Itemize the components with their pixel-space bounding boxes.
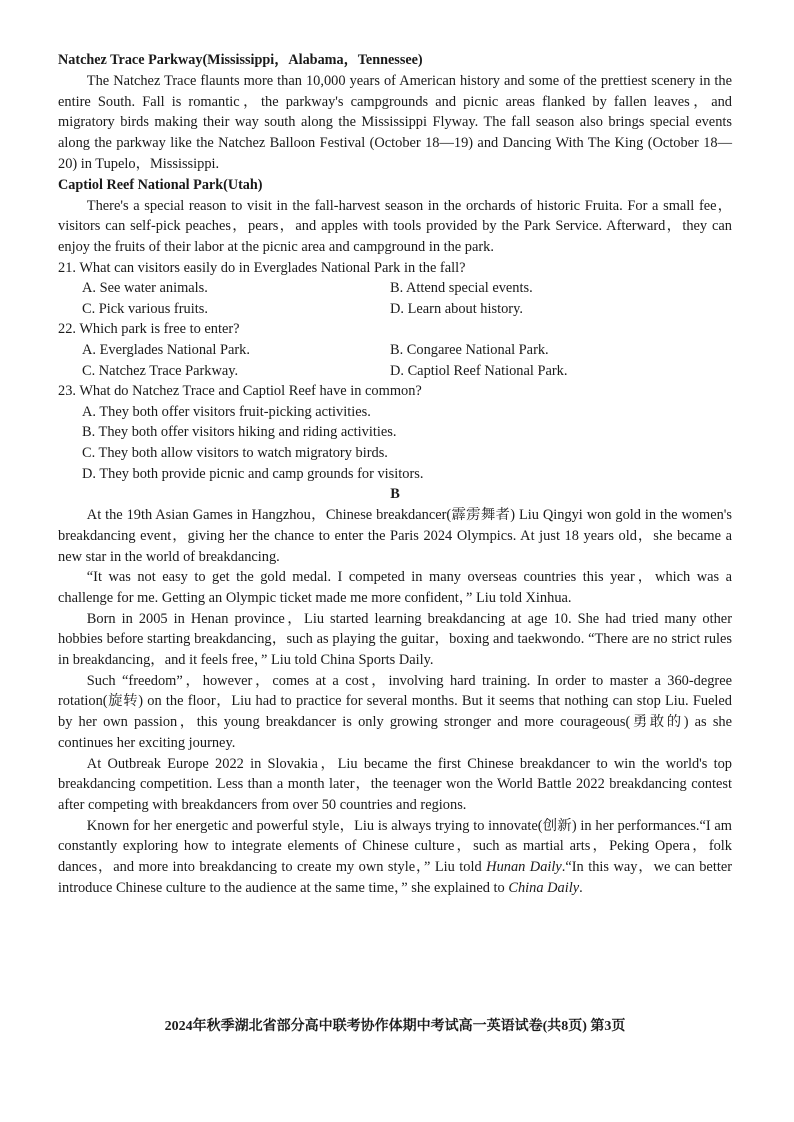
- question-21-stem: 21. What can visitors easily do in Everglades National Park in the fall?: [58, 259, 466, 276]
- capitol-reef-heading: Captiol Reef National Park(Utah): [58, 176, 263, 193]
- paragraph-6-part-2: .“In this way，we can better introduce Chinese culture to the audience at the same time，” she explained to: [58, 859, 732, 896]
- passage-b-paragraph-1: At the 19th Asian Games in Hangzhou，Chinese breakdancer(霹雳舞者) Liu Qingyi won gold in the women's breakdancing event，giving her the chance to enter the Paris 2024 Olympics. At just 18 years old，she became a new star in the world of breakdancing.: [58, 507, 732, 565]
- question-21-option-d: D. Learn about history.: [390, 300, 523, 317]
- section-b-label: B: [390, 486, 400, 503]
- natchez-heading: Natchez Trace Parkway(Mississippi，Alabama，Tennessee): [58, 52, 423, 68]
- question-22-option-c: C. Natchez Trace Parkway.: [82, 362, 239, 379]
- question-23: [58, 381, 732, 484]
- passage-b-paragraph-6: [58, 816, 732, 899]
- capitol-reef-paragraph: There's a special reason to visit in the fall-harvest season in the orchards of historic Fruita. For a small fee，visitors can self-pick peaches，pears，and apples with tools provided by the Park Service. Afterward，they can enjoy the fruits of their labor at the picnic area and campground in the park.: [58, 197, 732, 255]
- hunan-daily-title: Hunan Daily: [486, 859, 562, 876]
- question-22-options-row-1: [58, 340, 732, 361]
- question-22-option-d: D. Captiol Reef National Park.: [390, 362, 568, 379]
- question-21-option-b: B. Attend special events.: [390, 280, 533, 297]
- question-21-options-row-2: [58, 299, 732, 320]
- question-22: [58, 319, 732, 381]
- passage-b-paragraph-4: Such “freedom”，however，comes at a cost，involving hard training. In order to master a 360-degree rotation(旋转) on the floor，Liu had to practice for several months. But it seems that nothing can stop Liu. Fueled by her own passion，this young breakdancer is only growing stronger and more courageous(勇敢的) as she continues her exciting journey.: [58, 672, 732, 751]
- passage-b-paragraph-3: Born in 2005 in Henan province，Liu started learning breakdancing at age 10. She had tried many other hobbies before starting breakdancing，such as playing the guitar，boxing and taekwondo. “There are no strict rules in breakdancing，and it feels free，” Liu told China Sports Daily.: [58, 610, 732, 669]
- passage-b-paragraph-5: At Outbreak Europe 2022 in Slovakia，Liu became the first Chinese breakdancer to win the world's top breakdancing competition. Less than a month later，the teenager won the World Battle 2022 breakdancing contest after competing with breakdancers from over 50 countries and regions.: [58, 755, 732, 813]
- question-22-option-a: A. Everglades National Park.: [82, 342, 250, 358]
- question-23-option-d: D. They both provide picnic and camp grounds for visitors.: [82, 465, 424, 482]
- natchez-paragraph: The Natchez Trace flaunts more than 10,000 years of American history and some of the prettiest scenery in the entire South. Fall is romantic，the parkway's campgrounds and picnic areas flanked by fallen leaves，and migratory birds making their way south along the Mississippi Flyway. The fall season also brings special events along the parkway like the Natchez Balloon Festival (October 18—19) and Dancing With The King (October 18—20) in Tupelo，Mississippi.: [58, 73, 732, 172]
- paragraph-6-part-1: Known for her energetic and powerful style，Liu is always trying to innovate(创新) in her performances.“I am constantly exploring how to integrate elements of Chinese culture，such as martial arts，Peking Opera，folk dances，and more into breakdancing to create my own style，” Liu told: [58, 817, 732, 876]
- question-21-option-a: A. See water animals.: [82, 280, 208, 297]
- question-21-options-row-1: [58, 278, 732, 299]
- question-21: [58, 258, 732, 320]
- question-21-option-c: C. Pick various fruits.: [82, 300, 208, 317]
- question-23-option-a: A. They both offer visitors fruit-picking activities.: [82, 403, 371, 420]
- question-22-option-b: B. Congaree National Park.: [390, 342, 549, 358]
- china-daily-title: China Daily: [508, 879, 580, 896]
- passage-b-paragraph-2: “It was not easy to get the gold medal. I competed in many overseas countries this year，which was a challenge for me. Getting an Olympic ticket made me more confident，” Liu told Xinhua.: [58, 569, 732, 606]
- paragraph-6-part-3: .: [579, 879, 583, 896]
- question-22-stem: 22. Which park is free to enter?: [58, 321, 240, 338]
- question-23-option-b: B. They both offer visitors hiking and riding activities.: [82, 424, 397, 441]
- page-footer: 2024年秋季湖北省部分高中联考协作体期中考试高一英语试卷(共8页) 第3页: [164, 1019, 626, 1034]
- question-22-options-row-2: [58, 361, 732, 382]
- question-23-stem: 23. What do Natchez Trace and Captiol Reef have in common?: [58, 383, 422, 400]
- question-23-option-c: C. They both allow visitors to watch migratory birds.: [82, 444, 388, 461]
